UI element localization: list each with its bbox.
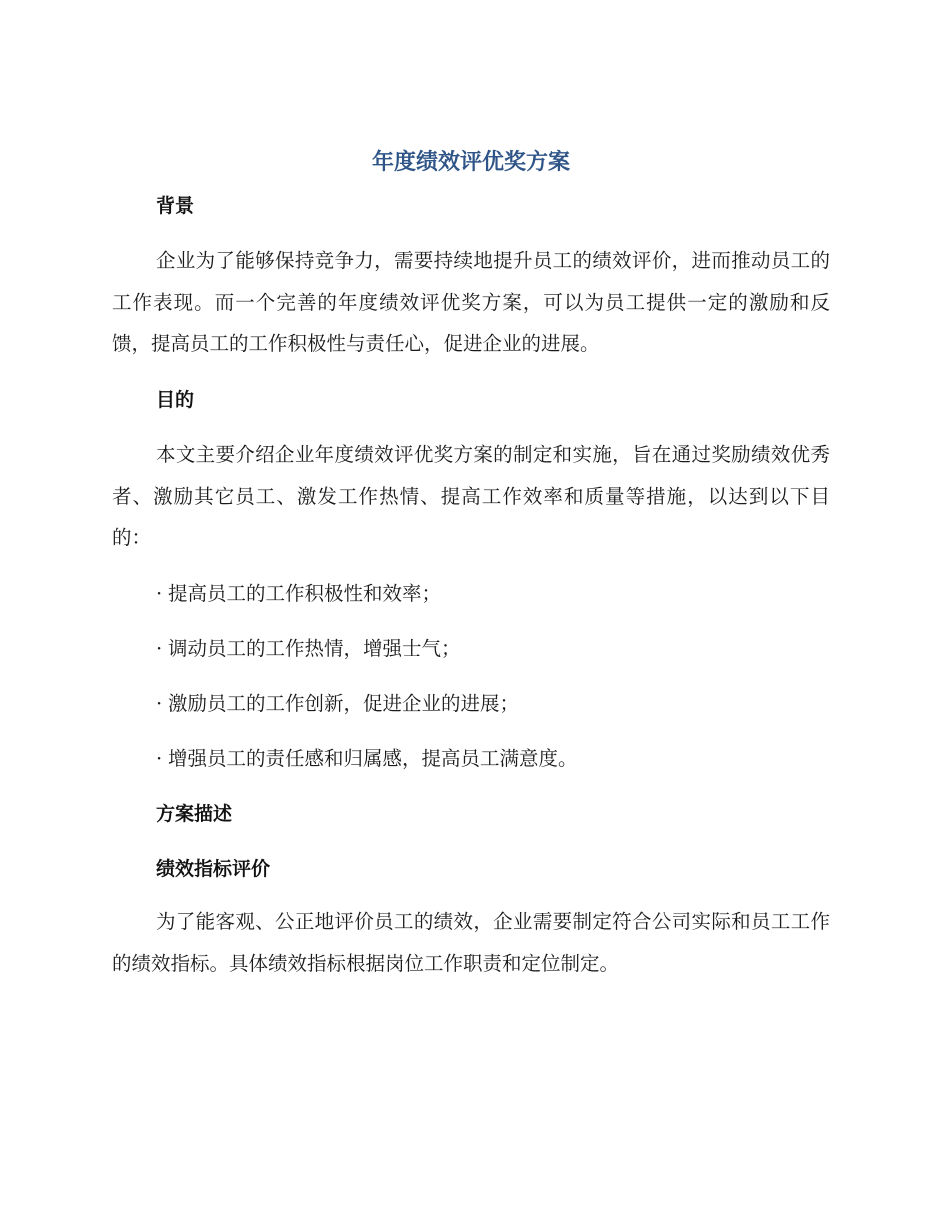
list-item	[156, 744, 578, 774]
bullet-marker: ·	[156, 747, 163, 770]
section-heading-purpose: 目的	[156, 389, 195, 411]
list-item	[156, 579, 441, 609]
list-item-text: 激励员工的工作创新，促进企业的进展；	[168, 692, 520, 715]
paragraph-kpi: 为了能客观、公正地评价员工的绩效，企业需要制定符合公司实际和员工工作的绩效指标。具体绩效指标根据岗位工作职责和定位制定。	[112, 910, 830, 975]
paragraph-purpose: 本文主要介绍企业年度绩效评优奖方案的制定和实施，旨在通过奖励绩效优秀者、激励其它员工、激发工作热情、提高工作效率和质量等措施，以达到以下目的：	[112, 443, 830, 549]
bullet-marker: ·	[156, 582, 163, 605]
section-heading-plan: 方案描述	[156, 803, 233, 825]
list-item	[156, 634, 461, 664]
list-item-text: 调动员工的工作热情，增强士气；	[168, 637, 461, 660]
list-item-text: 增强员工的责任感和归属感，提高员工满意度。	[168, 747, 578, 770]
bullet-marker: ·	[156, 637, 163, 660]
document-title: 年度绩效评优奖方案	[371, 150, 570, 175]
list-item-text: 提高员工的工作积极性和效率；	[168, 582, 442, 605]
bullet-marker: ·	[156, 692, 163, 715]
section-heading-background: 背景	[156, 195, 195, 217]
paragraph-background: 企业为了能够保持竞争力，需要持续地提升员工的绩效评价，进而推动员工的工作表现。而一个完善的年度绩效评优奖方案，可以为员工提供一定的激励和反馈，提高员工的工作积极性与责任心，促进企业的进展。	[112, 249, 830, 355]
list-item	[156, 689, 519, 719]
section-heading-kpi: 绩效指标评价	[156, 858, 271, 880]
